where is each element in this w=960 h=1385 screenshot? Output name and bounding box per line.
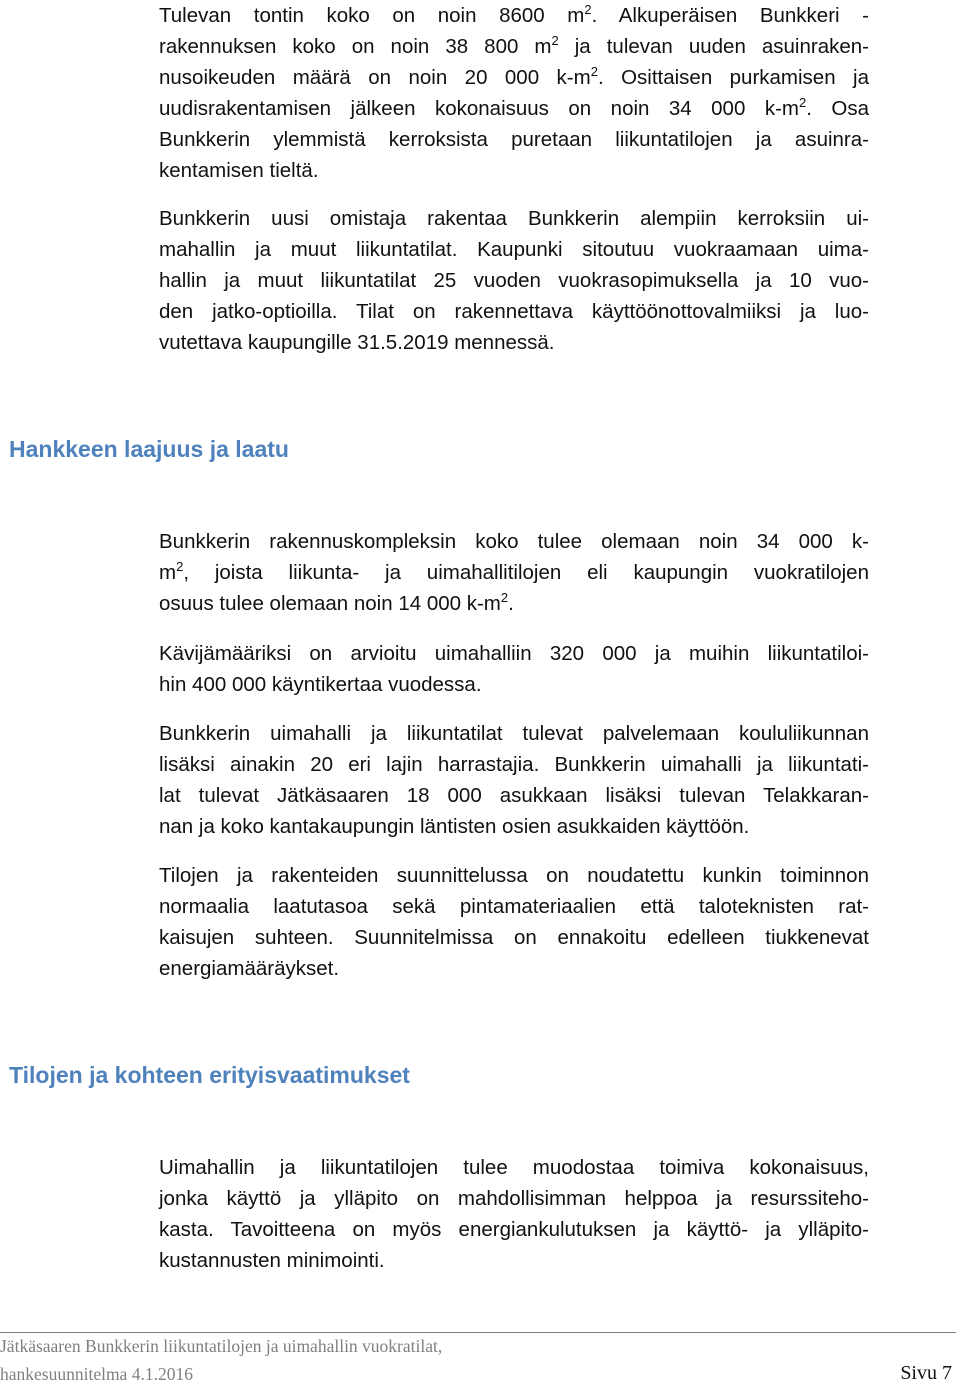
text-line: nusoikeuden määrä on noin 20 000 $k-m^2$. Osittaisen purkamisen ja (159, 64, 870, 89)
text-line: normaalia laatutasoa sekä pintamateriaalien että taloteknisten rat- (159, 895, 869, 918)
text-line: kasta. Tavoitteena on myös energiankulutuksen ja käyttö- ja ylläpito- (159, 1218, 869, 1241)
text-line: kaisujen suhteen. Suunnitelmissa on ennakoitu edelleen tiukkenevat (159, 926, 869, 949)
text-line: Tulevan tontin koko on noin 8600 $m^2$. Alkuperäisen Bunkkeri - (159, 2, 869, 27)
text-line: kustannusten minimointi. (159, 1249, 385, 1272)
text-line: rakennuksen koko on noin 38 800 $m^2$ ja tulevan uuden asuinraken- (159, 33, 869, 58)
paragraph-design-quality (159, 860, 869, 984)
text-line: energiamääräykset. (159, 957, 340, 980)
text-line: den jatko-optioilla. Tilat on rakennettava käyttöönottovalmiiksi ja luo- (159, 300, 869, 323)
paragraph-requirements (159, 1152, 869, 1276)
text-line: Uimahallin ja liikuntatilojen tulee muodostaa toimiva kokonaisuus, (159, 1156, 869, 1179)
footer-document-date: hankesuunnitelma 4.1.2016 (0, 1364, 193, 1384)
text-line: Bunkkerin uusi omistaja rakentaa Bunkkerin alempiin kerroksiin ui- (159, 207, 869, 230)
text-line: vutettava kaupungille 31.5.2019 mennessä. (159, 331, 555, 354)
footer-document-title: Jätkäsaaren Bunkkerin liikuntatilojen ja uimahallin vuokratilat, (0, 1336, 443, 1356)
text-line: hallin ja muut liikuntatilat 25 vuoden vuokrasopimuksella ja 10 vuo- (159, 269, 869, 292)
paragraph-site-size (159, 0, 869, 186)
footer-page-number: Sivu 7 (900, 1362, 952, 1384)
text-line: Kävijämääriksi on arvioitu uimahalliin 320 000 ja muihin liikuntatiloi- (159, 642, 869, 665)
paragraph-complex-size (159, 526, 869, 619)
text-line: Bunkkerin rakennuskompleksin koko tulee olemaan noin 34 000 k- (159, 530, 869, 553)
text-line: Tilojen ja rakenteiden suunnittelussa on noudatettu kunkin toiminnon (159, 864, 869, 887)
text-line: kentamisen tieltä. (159, 159, 319, 182)
footer-divider (0, 1332, 956, 1333)
text-line: Bunkkerin uimahalli ja liikuntatilat tulevat palvelemaan koululiikunnan (159, 722, 869, 745)
text-line: $m^2$, joista liikunta- ja uimahallitilojen eli kaupungin vuokratilojen (159, 559, 869, 584)
text-line: jonka käyttö ja ylläpito on mahdollisimman helppoa ja resurssiteho- (159, 1187, 869, 1210)
paragraph-users (159, 718, 869, 842)
text-line: Bunkkerin ylemmistä kerroksista puretaan liikuntatilojen ja asuinra- (159, 128, 869, 151)
text-line: mahallin ja muut liikuntatilat. Kaupunki sitoutuu vuokraamaan uima- (159, 238, 869, 261)
section-heading-requirements: Tilojen ja kohteen erityisvaatimukset (9, 1062, 410, 1088)
paragraph-new-owner (159, 203, 869, 358)
text-line: nan ja koko kantakaupungin läntisten osien asukkaiden käyttöön. (159, 815, 750, 838)
text-line: lat tulevat Jätkäsaaren 18 000 asukkaan lisäksi tulevan Telakkaran- (159, 784, 869, 807)
text-line: hin 400 000 käyntikertaa vuodessa. (159, 673, 482, 696)
text-line: lisäksi ainakin 20 eri lajin harrastajia. Bunkkerin uimahalli ja liikuntati- (159, 753, 869, 776)
text-line: osuus tulee olemaan noin 14 000 $k-m^2$. (159, 590, 514, 615)
paragraph-visitors (159, 638, 869, 700)
text-line: uudisrakentamisen jälkeen kokonaisuus on noin 34 000 $k-m^2$. Osa (159, 95, 869, 120)
section-heading-scope: Hankkeen laajuus ja laatu (9, 436, 289, 462)
